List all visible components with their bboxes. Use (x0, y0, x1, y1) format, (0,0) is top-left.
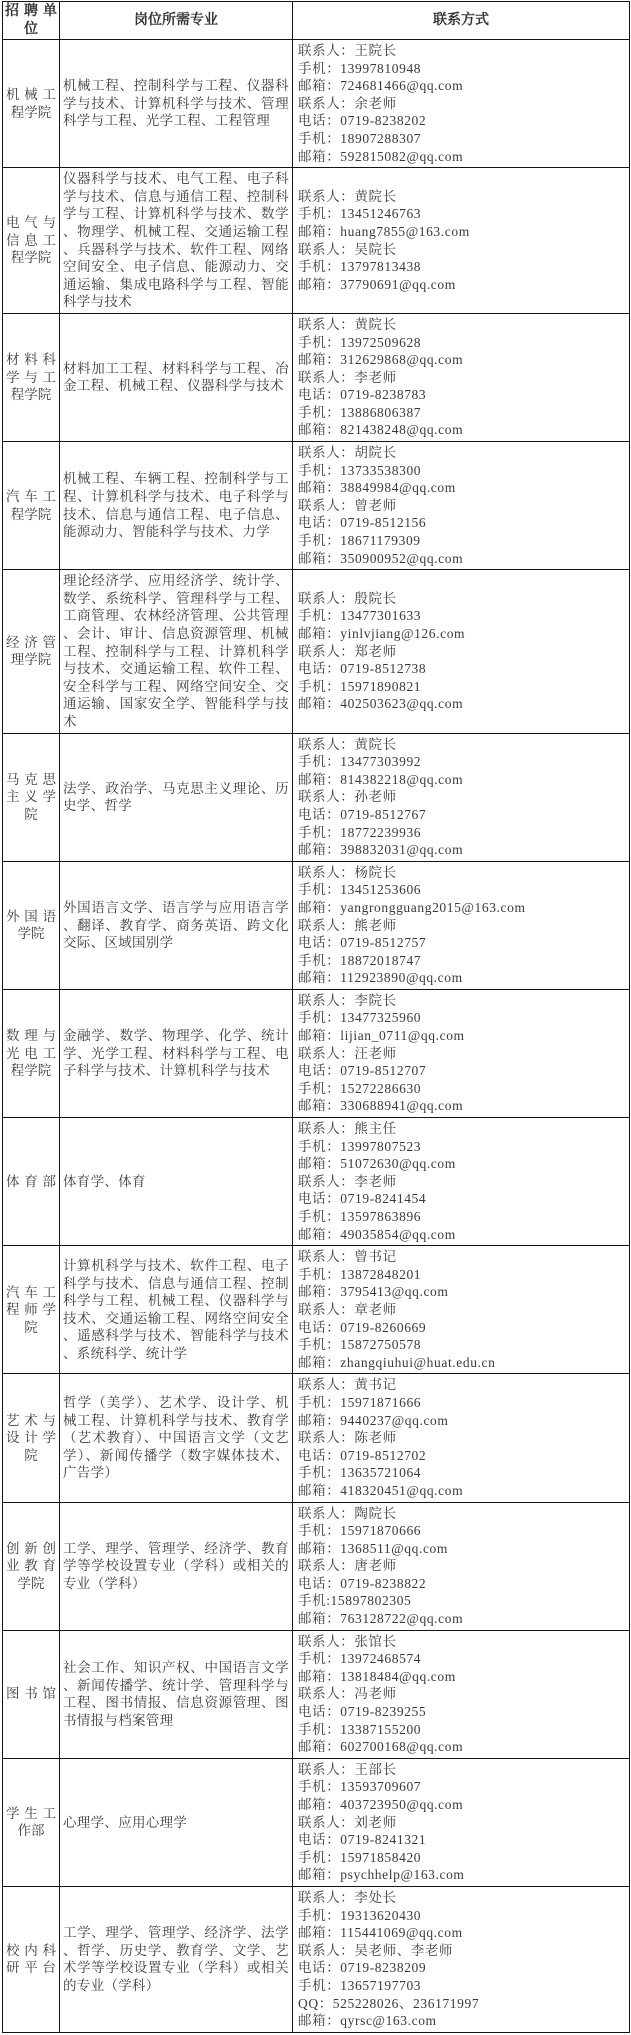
contact-line: 联系人：杨院长 (298, 864, 397, 880)
unit-cell: 艺术与设计学院 (3, 1374, 60, 1502)
table-row (3, 1630, 630, 1758)
contact-line: 联系人：冯老师 (298, 1686, 397, 1702)
contact-line: 手机：13477325960 (298, 1010, 422, 1026)
contact-cell (293, 733, 630, 861)
majors-cell: 理论经济学、应用经济学、统计学、数学、系统科学、管理科学与工程、工商管理、农林经济管理、公共管理、会计、审计、信息资源管理、机械工程、控制科学与工程、计算机科学与技术、交通运输工程、软件工程、安全科学与工程、网络空间安全、交通运输、国家安全学、智能科学与技术 (60, 570, 293, 733)
contact-line: 邮箱：49035854@qq.com (298, 1226, 456, 1242)
header-unit: 招聘单位 (3, 2, 60, 40)
contact-line: 电话：0719-8238202 (298, 113, 427, 129)
contact-line: 手机：13657197703 (298, 1977, 422, 1993)
table-row (3, 168, 630, 314)
contact-line: 联系人：熊老师 (298, 917, 397, 933)
table-body (3, 40, 630, 2033)
contact-cell (293, 989, 630, 1117)
contact-line: 邮箱：1368511@qq.com (298, 1540, 448, 1556)
contact-line: 联系人：汪老师 (298, 1045, 397, 1061)
contact-line: 邮箱：418320451@qq.com (298, 1482, 464, 1498)
unit-cell: 校内科研平台 (3, 1886, 60, 2032)
contact-line: 联系人：李老师 (298, 369, 397, 385)
table-header (3, 2, 630, 40)
majors-cell: 工学、理学、管理学、经济学、法学、哲学、历史学、教育学、文学、艺术学等学校设置专业（学科）或相关的专业（学科） (60, 1886, 293, 2032)
contact-line: 电话：0719-8512757 (298, 935, 427, 951)
contact-line: 手机：15971858420 (298, 1849, 422, 1865)
table-row (3, 442, 630, 570)
contact-line: 联系人：刘老师 (298, 1814, 397, 1830)
contact-cell (293, 861, 630, 989)
contact-line: 手机：13451246763 (298, 206, 422, 222)
contact-line: QQ：525228026、236171997 (298, 1995, 480, 2011)
contact-line: 邮箱：398832031@qq.com (298, 842, 464, 858)
contact-line: 邮箱：592815082@qq.com (298, 148, 464, 164)
contact-line: 手机：15272286630 (298, 1080, 422, 1096)
contact-line: 电话：0719-8238822 (298, 1575, 427, 1591)
unit-cell: 电气与信息工程学院 (3, 168, 60, 314)
contact-line: 联系人：胡院长 (298, 445, 397, 461)
contact-line: 手机：19313620430 (298, 1907, 422, 1923)
contact-line: 电话：0719-8241454 (298, 1191, 427, 1207)
contact-cell (293, 313, 630, 441)
table-row (3, 1118, 630, 1246)
contact-line: 邮箱：112923890@qq.com (298, 970, 463, 986)
contact-cell (293, 1886, 630, 2032)
majors-cell: 计算机科学与技术、软件工程、电子科学与技术、信息与通信工程、控制科学与工程、机械工程、仪器科学与技术、交通运输工程、网络空间安全、遥感科学与技术、智能科学与技术、系统科学、统计学 (60, 1246, 293, 1374)
contact-line: 邮箱：724681466@qq.com (298, 78, 464, 94)
contact-line: 电话：0719-8512767 (298, 806, 427, 822)
unit-cell: 创新创业教育学院 (3, 1502, 60, 1630)
contact-line: 联系人：黄书记 (298, 1377, 397, 1393)
contact-line: 邮箱：403723950@qq.com (298, 1797, 464, 1812)
contact-line: 手机：13477301633 (298, 608, 422, 624)
contact-line: 邮箱：13818484@qq.com (298, 1668, 456, 1684)
contact-line: 手机：18872018747 (298, 952, 422, 968)
contact-cell (293, 40, 630, 168)
contact-line: 联系人：吴院长 (298, 241, 397, 257)
contact-cell (293, 1758, 630, 1886)
contact-line: 联系人：黄院长 (298, 736, 397, 752)
contact-line: 手机：13997810948 (298, 60, 422, 76)
contact-line: 邮箱：psychhelp@163.com (298, 1867, 465, 1883)
contact-line: 联系人：黄院长 (298, 316, 397, 332)
contact-line: 邮箱：yinlvjiang@126.com (298, 626, 466, 641)
contact-cell (293, 570, 630, 733)
majors-cell: 机械工程、控制科学与工程、仪器科学与技术、计算机科学与技术、管理科学与工程、光学工程、工程管理 (60, 40, 293, 168)
majors-cell: 体育学、体育 (60, 1118, 293, 1246)
contact-line: 邮箱：zhangqiuhui@huat.edu.cn (298, 1354, 496, 1370)
contact-line: 联系人：熊主任 (298, 1121, 397, 1137)
contact-line: 联系人：吴老师、李老师 (298, 1942, 454, 1958)
contact-line: 电话：0719-8512707 (298, 1063, 427, 1079)
contact-line: 联系人：王部长 (298, 1761, 397, 1777)
contact-line: 邮箱：qyrsc@163.com (298, 2013, 437, 2029)
contact-cell (293, 1246, 630, 1374)
contact-line: 邮箱：821438248@qq.com (298, 422, 464, 438)
contact-line: 联系人：曾老师 (298, 497, 397, 513)
contact-line: 邮箱：402503623@qq.com (298, 696, 464, 712)
contact-line: 手机：13387155200 (298, 1721, 422, 1737)
contact-line: 手机：15872750578 (298, 1337, 422, 1353)
contact-line: 手机：13872848201 (298, 1266, 422, 1282)
contact-line: 联系人：余老师 (298, 95, 397, 111)
unit-cell: 图书馆 (3, 1630, 60, 1758)
contact-line: 手机：13972509628 (298, 334, 422, 350)
contact-line: 联系人：唐老师 (298, 1558, 397, 1574)
majors-cell: 仪器科学与技术、电气工程、电子科学与技术、信息与通信工程、控制科学与工程、计算机科学与技术、数学、物理学、机械工程、交通运输工程、兵器科学与技术、软件工程、网络空间安全、电子信息、能源动力、交通运输、集成电路科学与工程、智能科学与技术 (60, 168, 293, 314)
majors-cell: 心理学、应用心理学 (60, 1758, 293, 1886)
unit-cell: 学生工作部 (3, 1758, 60, 1886)
table-row (3, 1374, 630, 1502)
contact-line: 邮箱：yangrongguang2015@163.com (298, 899, 526, 915)
contact-line: 手机：18907288307 (298, 130, 422, 146)
contact-line: 联系人：陈老师 (298, 1430, 397, 1446)
majors-cell: 社会工作、知识产权、中国语言文学、新闻传播学、统计学、管理科学与工程、图书情报、信息资源管理、图书情报与档案管理 (60, 1630, 293, 1758)
contact-cell (293, 1630, 630, 1758)
contact-line: 邮箱：814382218@qq.com (298, 771, 464, 787)
contact-line: 联系人：曾书记 (298, 1249, 397, 1265)
contact-line: 联系人：章老师 (298, 1301, 397, 1317)
contact-cell (293, 1118, 630, 1246)
contact-line: 电话：0719-8238209 (298, 1960, 427, 1976)
majors-cell: 外国语言文学、语言学与应用语言学、翻译、教育学、商务英语、跨文化交际、区域国别学 (60, 861, 293, 989)
unit-cell: 经济管理学院 (3, 570, 60, 733)
contact-line: 电话：0719-8512156 (298, 515, 427, 531)
contact-line: 手机：18772239936 (298, 824, 422, 840)
table-row (3, 861, 630, 989)
table-row (3, 733, 630, 861)
contact-cell (293, 168, 630, 314)
contact-line: 联系人：黄院长 (298, 188, 397, 204)
contact-line: 电话：0719-8512738 (298, 661, 427, 677)
recruitment-table (2, 1, 630, 2033)
contact-line: 邮箱：lijian_0711@qq.com (298, 1028, 465, 1044)
contact-line: 电话：0719-8239255 (298, 1704, 427, 1720)
majors-cell: 工学、理学、管理学、经济学、教育学等学校设置专业（学科）或相关的专业（学科） (60, 1502, 293, 1630)
contact-line: 邮箱：350900952@qq.com (298, 550, 464, 566)
contact-line: 联系人：李老师 (298, 1173, 397, 1189)
contact-cell (293, 1374, 630, 1502)
majors-cell: 哲学（美学）、艺术学、设计学、机械工程、计算机科学与技术、教育学（艺术教育）、中国语言文学（文艺学）、新闻传播学（数字媒体技术、广告学） (60, 1374, 293, 1502)
unit-cell: 汽车工程师学院 (3, 1246, 60, 1374)
contact-line: 手机：15971871666 (298, 1394, 422, 1410)
contact-line: 手机：15971870666 (298, 1523, 422, 1539)
table-row (3, 1886, 630, 2032)
unit-cell: 数理与光电工程学院 (3, 989, 60, 1117)
contact-line: 邮箱：330688941@qq.com (298, 1098, 464, 1114)
contact-line: 手机：15971890821 (298, 678, 422, 694)
contact-line: 邮箱：38849984@qq.com (298, 480, 456, 496)
contact-line: 联系人：陶院长 (298, 1505, 397, 1521)
contact-line: 电话：0719-8241321 (298, 1832, 427, 1848)
majors-cell: 机械工程、车辆工程、控制科学与工程、计算机科学与技术、电子科学与技术、信息与通信工程、电子信息、能源动力、智能科学与技术、力学 (60, 442, 293, 570)
contact-line: 联系人：孙老师 (298, 789, 397, 805)
contact-line: 联系人：殷院长 (298, 590, 397, 606)
contact-cell (293, 442, 630, 570)
unit-cell: 机械工程学院 (3, 40, 60, 168)
contact-line: 手机：13635721064 (298, 1465, 422, 1481)
contact-line: 电话：0719-8238783 (298, 387, 427, 403)
table-row (3, 1502, 630, 1630)
unit-cell: 外国语学院 (3, 861, 60, 989)
contact-line: 手机：13451253606 (298, 882, 422, 898)
table-row (3, 313, 630, 441)
contact-line: 手机：13593709607 (298, 1779, 422, 1795)
contact-line: 联系人：张馆长 (298, 1633, 397, 1649)
contact-line: 手机:15897802305 (298, 1593, 412, 1609)
table-row (3, 570, 630, 733)
contact-line: 邮箱：115441069@qq.com (298, 1925, 463, 1941)
unit-cell: 体育部 (3, 1118, 60, 1246)
contact-line: 手机：13972468574 (298, 1651, 422, 1667)
header-contact: 联系方式 (293, 2, 630, 40)
contact-line: 邮箱：51072630@qq.com (298, 1156, 456, 1172)
unit-cell: 材料科学与工程学院 (3, 313, 60, 441)
contact-line: 邮箱：9440237@qq.com (298, 1412, 449, 1428)
contact-line: 联系人：王院长 (298, 43, 397, 58)
contact-line: 手机：13886806387 (298, 404, 422, 420)
contact-line: 邮箱：huang7855@163.com (298, 223, 470, 239)
contact-line: 电话：0719-8260669 (298, 1319, 427, 1335)
contact-line: 手机：13797813438 (298, 259, 422, 275)
table-row (3, 1246, 630, 1374)
unit-cell: 马克思主义学院 (3, 733, 60, 861)
contact-line: 手机：18671179309 (298, 533, 421, 549)
contact-line: 联系人：李院长 (298, 992, 397, 1008)
header-majors: 岗位所需专业 (60, 2, 293, 40)
contact-line: 邮箱：37790691@qq.com (298, 276, 456, 292)
majors-cell: 材料加工工程、材料科学与工程、冶金工程、机械工程、仪器科学与技术 (60, 313, 293, 441)
contact-line: 联系人：李处长 (298, 1889, 397, 1905)
contact-line: 手机：13477303992 (298, 754, 422, 770)
unit-cell: 汽车工程学院 (3, 442, 60, 570)
contact-line: 邮箱：602700168@qq.com (298, 1739, 464, 1755)
contact-line: 邮箱：763128722@qq.com (298, 1611, 464, 1627)
contact-line: 电话：0719-8512702 (298, 1447, 427, 1463)
contact-cell (293, 1502, 630, 1630)
table-row (3, 1758, 630, 1886)
table-row (3, 40, 630, 168)
contact-line: 邮箱：3795413@qq.com (298, 1284, 449, 1300)
majors-cell: 金融学、数学、物理学、化学、统计学、光学工程、材料科学与工程、电子科学与技术、计算机科学与技术 (60, 989, 293, 1117)
table-row (3, 989, 630, 1117)
header-row (3, 2, 630, 40)
contact-line: 手机：13997807523 (298, 1138, 422, 1154)
contact-line: 手机：13597863896 (298, 1209, 422, 1224)
contact-line: 邮箱：312629868@qq.com (298, 352, 464, 368)
majors-cell: 法学、政治学、马克思主义理论、历史学、哲学 (60, 733, 293, 861)
contact-line: 手机：13733538300 (298, 462, 422, 478)
contact-line: 联系人：郑老师 (298, 643, 397, 659)
